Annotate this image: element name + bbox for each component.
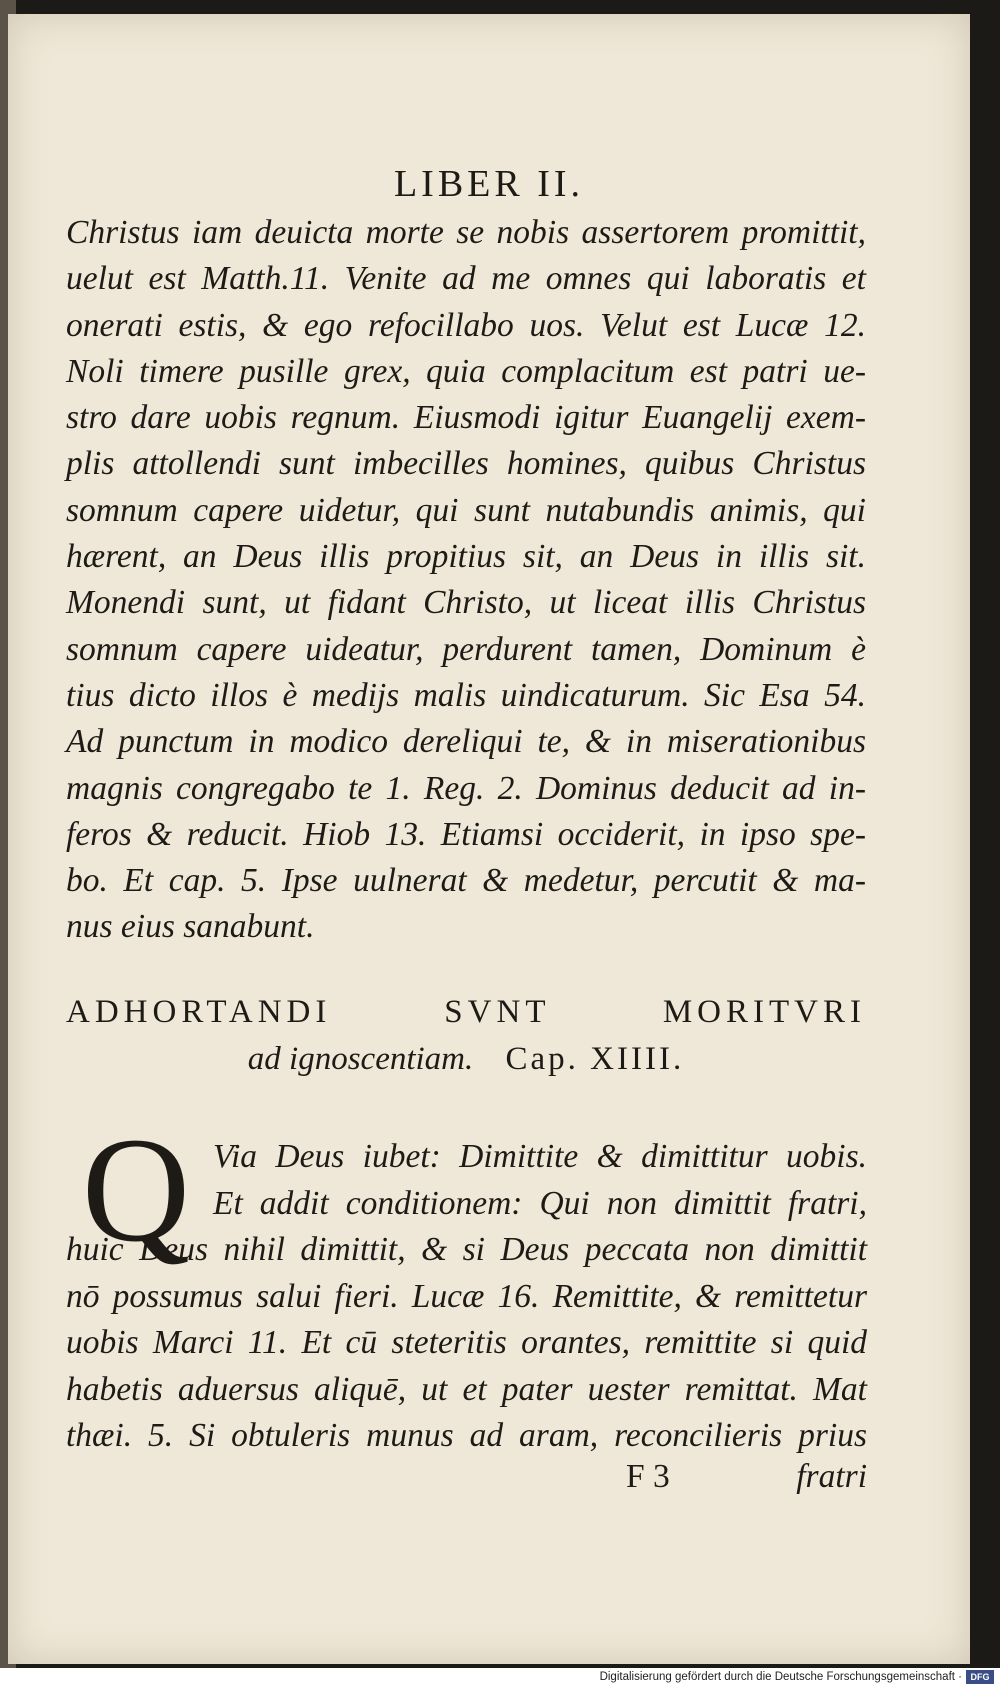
signature-mark: F 3 [626,1458,670,1495]
chapter-title: ADHORTANDI SVNT MORITVRI [66,994,866,1030]
text-line: Via Deus iubet: Dimittite & dimittitur uobis. [213,1138,867,1175]
text-line: Et addit conditionem: Qui non dimittit fratri, [213,1184,867,1222]
dfg-logo: DFG [966,1670,994,1684]
catchword: fratri [796,1458,867,1495]
text-line: uelut est Matth.11. Venite ad me omnes qui laboratis et [66,260,866,298]
text-line: onerati estis, & ego refocillabo uos. Velut est Lucæ 12. [66,306,866,344]
chapter-subtitle [66,1041,866,1078]
body-text [66,210,866,951]
footer-credit: Digitalisierung gefördert durch die Deutsche Forschungsgemeinschaft · [599,1671,962,1683]
text-line: Noli timere pusille grex, quia complacitum est patri ue- [66,352,866,390]
text-line: hærent, an Deus illis propitius sit, an Deus in illis sit. [66,538,866,576]
text-line: thæi. 5. Si obtuleris munus ad aram, reconcilieris prius [66,1417,867,1454]
text-line: stro dare uobis regnum. Eiusmodi igitur Euangelij exem- [66,399,866,437]
text-line: somnum capere uidetur, qui sunt nutabundis animis, qui [66,491,866,529]
text-line: Christus iam deuicta morte se nobis assertorem promittit, [66,214,866,251]
text-line: bo. Et cap. 5. Ipse uulnerat & medetur, percutit & ma- [66,862,866,900]
text-line: Ad punctum in modico dereliqui te, & in miserationibus [66,723,866,761]
running-head: LIBER II. [393,163,585,205]
chapter-subtitle-text: ad ignoscentiam. [247,1041,474,1077]
section-text [66,1227,867,1460]
book-page [8,14,970,1664]
text-line: huic Deus nihil dimittit, & si Deus peccata non dimittit [66,1231,867,1268]
text-line: tius dicto illos è medijs malis uindicaturum. Sic Esa 54. [66,676,866,714]
page-content [8,14,970,1664]
section-indented-text [213,1134,867,1227]
text-line: magnis congregabo te 1. Reg. 2. Dominus deducit ad in- [66,769,866,807]
text-line: plis attollendi sunt imbecilles homines, quibus Christus [66,445,866,483]
chapter-heading [66,994,866,1078]
text-line: nus eius sanabunt. [66,908,315,946]
text-line: somnum capere uideatur, perdurent tamen, Dominum è [66,630,866,668]
chapter-number: Cap. XIIII. [505,1041,685,1077]
text-line: Monendi sunt, ut fidant Christo, ut liceat illis Christus [66,584,866,622]
text-line: habetis aduersus aliquē, ut et pater uester remittat. Mat [66,1370,867,1408]
drop-initial: Q [81,1107,191,1273]
text-line: uobis Marci 11. Et cū steteritis orantes, remittite si quid [66,1324,867,1361]
text-line: feros & reducit. Hiob 13. Etiamsi occiderit, in ipso spe- [66,815,866,853]
text-line: nō possumus salui fieri. Lucæ 16. Remittite, & remittetur [66,1277,867,1315]
